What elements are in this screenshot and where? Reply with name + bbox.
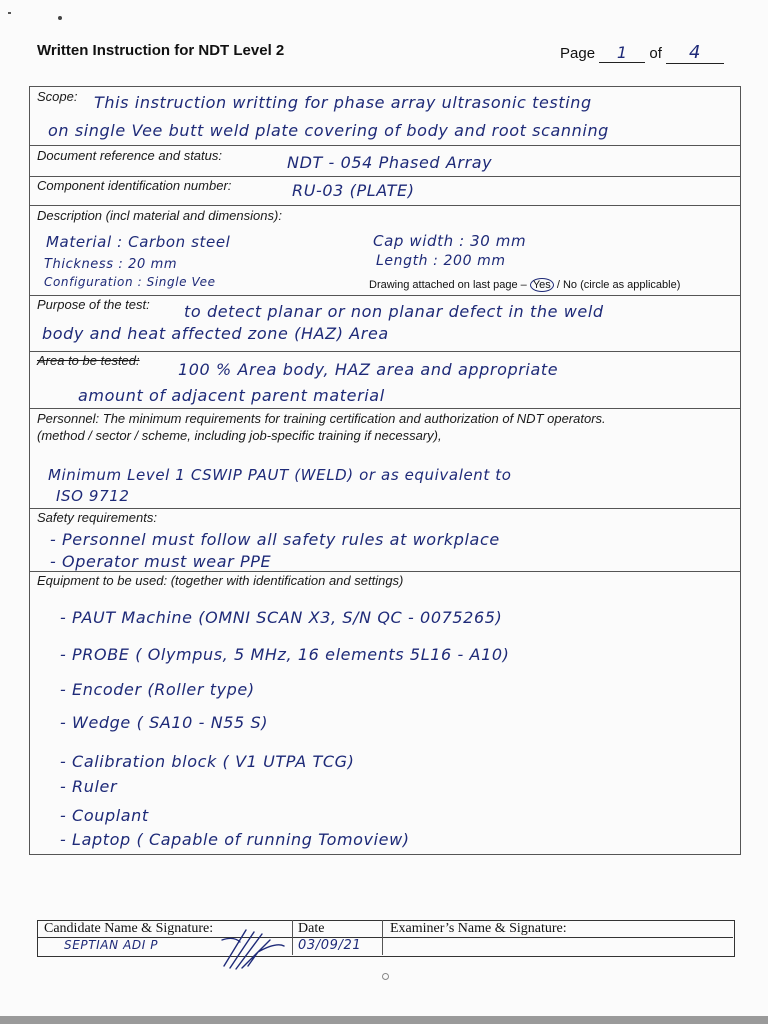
equipment-item: - PAUT Machine (OMNI SCAN X3, S/N QC - 0075265) bbox=[60, 608, 503, 627]
equipment-item: - Couplant bbox=[60, 806, 149, 825]
drawing-note-prefix: Drawing attached on last page – bbox=[369, 279, 527, 291]
equipment-item: - Laptop ( Capable of running Tomoview) bbox=[60, 830, 410, 849]
drawing-note-suffix: / No (circle as applicable) bbox=[556, 279, 681, 291]
personnel-label-2: (method / sector / scheme, including job-specific training if necessary), bbox=[37, 428, 442, 443]
area-line-1: 100 % Area body, HAZ area and appropriate bbox=[178, 360, 559, 379]
safety-item: - Personnel must follow all safety rules at workplace bbox=[50, 530, 500, 549]
area-label: Area to be tested: bbox=[37, 353, 140, 368]
scan-speck bbox=[58, 16, 62, 20]
row-divider bbox=[29, 295, 740, 296]
description-label: Description (incl material and dimensions): bbox=[37, 208, 282, 223]
examiner-label: Examiner’s Name & Signature: bbox=[390, 921, 567, 936]
configuration-value: Configuration : Single Vee bbox=[44, 275, 216, 289]
length-value: Length : 200 mm bbox=[376, 253, 506, 269]
purpose-line-1: to detect planar or non planar defect in the weld bbox=[184, 302, 604, 321]
scan-speck bbox=[8, 12, 11, 14]
row-divider bbox=[29, 205, 740, 206]
thickness-value: Thickness : 20 mm bbox=[44, 257, 178, 272]
equipment-item: - Calibration block ( V1 UTPA TCG) bbox=[60, 752, 355, 771]
equipment-item: - Wedge ( SA10 - N55 S) bbox=[60, 713, 269, 732]
document-title: Written Instruction for NDT Level 2 bbox=[37, 42, 285, 59]
safety-item: - Operator must wear PPE bbox=[50, 552, 272, 571]
purpose-label: Purpose of the test: bbox=[37, 297, 150, 312]
row-divider bbox=[29, 571, 740, 572]
row-divider bbox=[29, 351, 740, 352]
drawing-attached-note bbox=[369, 279, 680, 291]
document-reference-value: NDT - 054 Phased Array bbox=[287, 153, 493, 172]
safety-label: Safety requirements: bbox=[37, 510, 157, 525]
candidate-signature bbox=[218, 922, 288, 972]
document-reference-label: Document reference and status: bbox=[37, 148, 222, 163]
candidate-name: SEPTIAN ADI P bbox=[64, 938, 159, 952]
component-id-value: RU-03 (PLATE) bbox=[292, 181, 415, 200]
row-divider bbox=[29, 145, 740, 146]
personnel-line-2: ISO 9712 bbox=[56, 487, 130, 505]
material-value: Material : Carbon steel bbox=[46, 233, 231, 251]
personnel-label-1: Personnel: The minimum requirements for training certification and authorization of NDT operators. bbox=[37, 411, 606, 426]
scope-line-1: This instruction writting for phase array ultrasonic testing bbox=[94, 93, 592, 112]
signature-table-divider bbox=[382, 920, 383, 955]
component-id-label: Component identification number: bbox=[37, 178, 232, 193]
page-total: 4 bbox=[666, 42, 724, 64]
scope-line-2: on single Vee butt weld plate covering of body and root scanning bbox=[48, 121, 609, 140]
drawing-yes-option: Yes bbox=[530, 278, 554, 292]
scan-speck bbox=[382, 973, 389, 980]
equipment-label: Equipment to be used: (together with identification and settings) bbox=[37, 573, 404, 588]
date-label: Date bbox=[298, 921, 325, 936]
equipment-item: - Encoder (Roller type) bbox=[60, 680, 255, 699]
scan-edge bbox=[0, 1016, 768, 1024]
row-divider bbox=[29, 508, 740, 509]
date-value: 03/09/21 bbox=[298, 938, 362, 953]
equipment-item: - PROBE ( Olympus, 5 MHz, 16 elements 5L16 - A10) bbox=[60, 645, 510, 664]
of-label: of bbox=[649, 45, 662, 62]
page-label: Page bbox=[560, 45, 596, 62]
page-number: 1 bbox=[599, 43, 645, 63]
equipment-item: - Ruler bbox=[60, 777, 118, 796]
personnel-line-1: Minimum Level 1 CSWIP PAUT (WELD) or as equivalent to bbox=[48, 466, 512, 484]
row-divider bbox=[29, 176, 740, 177]
scope-label: Scope: bbox=[37, 89, 78, 104]
row-divider bbox=[29, 408, 740, 409]
candidate-label: Candidate Name & Signature: bbox=[44, 921, 214, 936]
area-line-2: amount of adjacent parent material bbox=[78, 386, 385, 405]
purpose-line-2: body and heat affected zone (HAZ) Area bbox=[42, 324, 389, 343]
cap-width-value: Cap width : 30 mm bbox=[373, 232, 527, 250]
page-indicator bbox=[560, 42, 724, 64]
signature-table-divider bbox=[292, 920, 293, 955]
